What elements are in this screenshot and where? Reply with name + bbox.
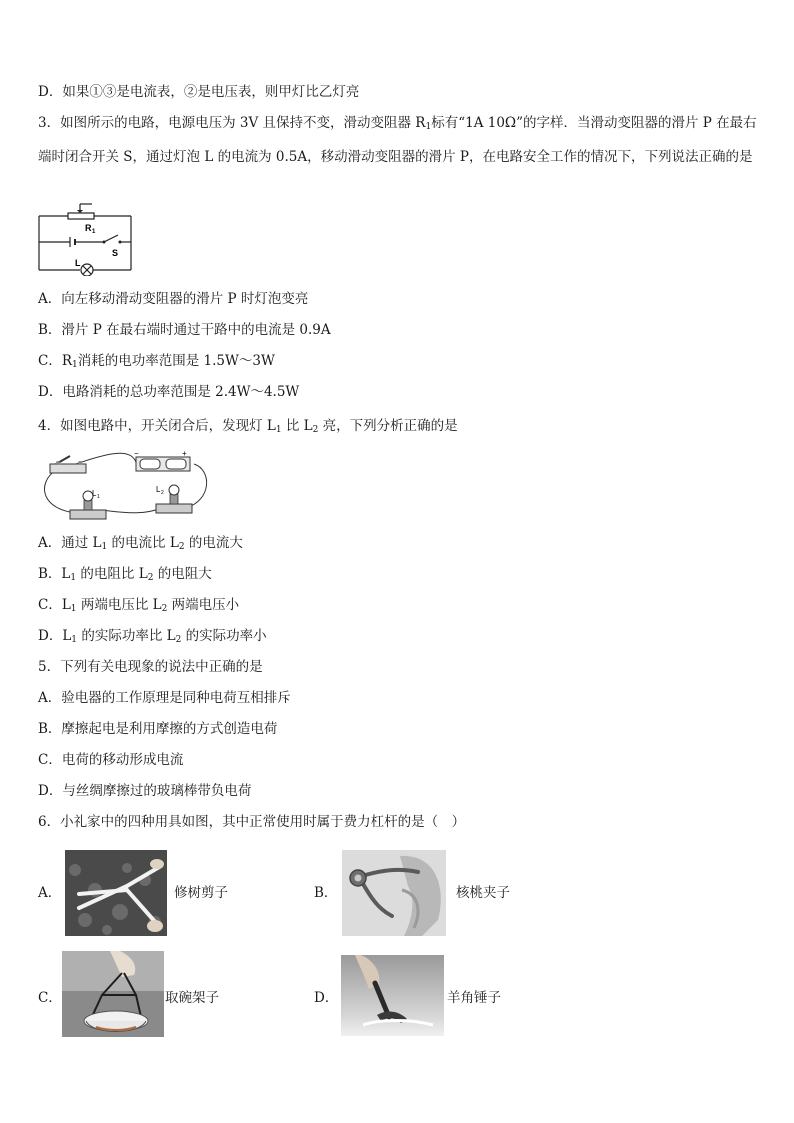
q4-figure-l2-sub: 2 — [161, 490, 164, 496]
q6-option-b-caption: 核桃夹子 — [456, 885, 510, 901]
q4-option-b — [38, 564, 764, 588]
q4-option-b-mid: 的电阻比 L — [76, 566, 148, 582]
q4-option-a-post: 的电流大 — [184, 535, 243, 551]
q4-option-b-sub2: 2 — [147, 573, 154, 583]
q4-battery-icon — [136, 457, 190, 471]
q4-stem-sub2: 2 — [312, 425, 319, 435]
q3-stem-part-a: 3．如图所示的电路，电源电压为 3V 且保持不变，滑动变阻器 R — [38, 115, 426, 131]
q5-option-b: B．摩擦起电是利用摩擦的方式创造电荷 — [38, 721, 278, 737]
q6-pruning-shears-image — [65, 850, 167, 936]
q3-stem-sub: 1 — [425, 122, 432, 132]
q4-option-d-sub1: 1 — [71, 635, 78, 645]
q3-option-d: D．电路消耗的总功率范围是 2.4W～4.5W — [38, 384, 300, 400]
q6-bowl-lifter-image — [62, 951, 164, 1037]
q4-figure-l1-sub: 1 — [97, 494, 100, 500]
q4-option-c-sub2: 2 — [161, 604, 168, 614]
q3-option-a: A．向左移动滑动变阻器的滑片 P 时灯泡变亮 — [38, 291, 309, 307]
q4-option-c-post: 两端电压小 — [167, 597, 240, 613]
q4-option-c-mid: 两端电压比 L — [76, 597, 162, 613]
q4-figure-plus: + — [182, 449, 187, 458]
q3-figure-s-label: S — [112, 248, 119, 258]
q3-figure-r-sub: 1 — [92, 229, 96, 235]
q4-option-c — [38, 595, 764, 619]
q6-walnut-cracker-image — [342, 850, 446, 936]
q4-switch-icon — [50, 456, 86, 473]
q4-option-d-mid: 的实际功率比 L — [77, 628, 176, 644]
q4-option-a-pre: A．通过 L — [38, 535, 102, 551]
q4-option-b-pre: B．L — [38, 566, 71, 582]
q6-option-a-letter: A． — [38, 885, 62, 901]
q6-option-d-caption: 羊角锤子 — [447, 990, 501, 1006]
q4-option-c-pre: C．L — [38, 597, 71, 613]
q6-option-b-letter: B． — [314, 885, 338, 901]
q4-option-c-sub1: 1 — [70, 604, 77, 614]
q4-stem-post: 亮，下列分析正确的是 — [318, 418, 458, 434]
q3-figure-l-label: L — [75, 258, 81, 268]
q4-stem-pre: 4．如图电路中，开关闭合后，发现灯 L — [38, 418, 276, 434]
q5-option-c: C．电荷的移动形成电流 — [38, 752, 184, 768]
q6-option-a-caption: 修树剪子 — [174, 885, 228, 901]
q6-option-c-caption: 取碗架子 — [165, 990, 219, 1006]
q4-stem-sub1: 1 — [275, 425, 282, 435]
q3-stem-part-b: 标有“1A 10Ω”的字样．当滑动变阻器的滑片 P 在最右端时闭合开关 S，通过灯泡 L 的电流为 0.5A，移动滑动变阻器的滑片 P，在电路安全工作的情况下，下列说法正确的是 — [38, 115, 757, 165]
q4-circuit-picture — [36, 448, 216, 524]
q3-option-c-post: 消耗的电功率范围是 1.5W～3W — [77, 353, 275, 369]
q5-stem: 5．下列有关电现象的说法中正确的是 — [38, 659, 263, 675]
q4-option-b-post: 的电阻大 — [153, 566, 212, 582]
q3-circuit-diagram — [36, 202, 136, 276]
q3-option-c — [38, 351, 764, 375]
q4-option-a-sub2: 2 — [178, 542, 185, 552]
q4-option-d-sub2: 2 — [175, 635, 182, 645]
q4-stem — [38, 416, 764, 440]
q6-option-d-letter: D． — [314, 990, 339, 1006]
q3-option-b: B．滑片 P 在最右端时通过干路中的电流是 0.9A — [38, 322, 331, 338]
q3-stem — [38, 108, 768, 172]
q3-figure-r-label: R — [85, 223, 92, 233]
q4-option-d — [38, 626, 764, 650]
q4-stem-mid: 比 L — [281, 418, 313, 434]
q4-bulb-l1-icon — [70, 491, 106, 519]
q4-figure-l2: L — [156, 485, 161, 494]
q4-figure-minus: − — [134, 449, 139, 458]
q4-option-d-pre: D．L — [38, 628, 72, 644]
q4-figure-l1: L — [92, 489, 97, 498]
q5-option-a: A．验电器的工作原理是同种电荷互相排斥 — [38, 690, 291, 706]
q6-stem: 6．小礼家中的四种用具如图，其中正常使用时属于费力杠杆的是（ ） — [38, 814, 466, 830]
q2-option-d: D．如果①③是电流表，②是电压表，则甲灯比乙灯亮 — [38, 84, 360, 100]
q3-option-c-sub: 1 — [72, 360, 78, 370]
q6-option-c-letter: C． — [38, 990, 62, 1006]
q4-option-d-post: 的实际功率小 — [181, 628, 267, 644]
q4-option-b-sub1: 1 — [70, 573, 77, 583]
q4-option-a-mid: 的电流比 L — [107, 535, 179, 551]
q4-option-a — [38, 533, 764, 557]
q5-option-d: D．与丝绸摩擦过的玻璃棒带负电荷 — [38, 783, 252, 799]
q4-option-a-sub1: 1 — [101, 542, 108, 552]
q3-option-c-pre: C．R — [38, 353, 72, 369]
q6-claw-hammer-image — [341, 955, 444, 1036]
